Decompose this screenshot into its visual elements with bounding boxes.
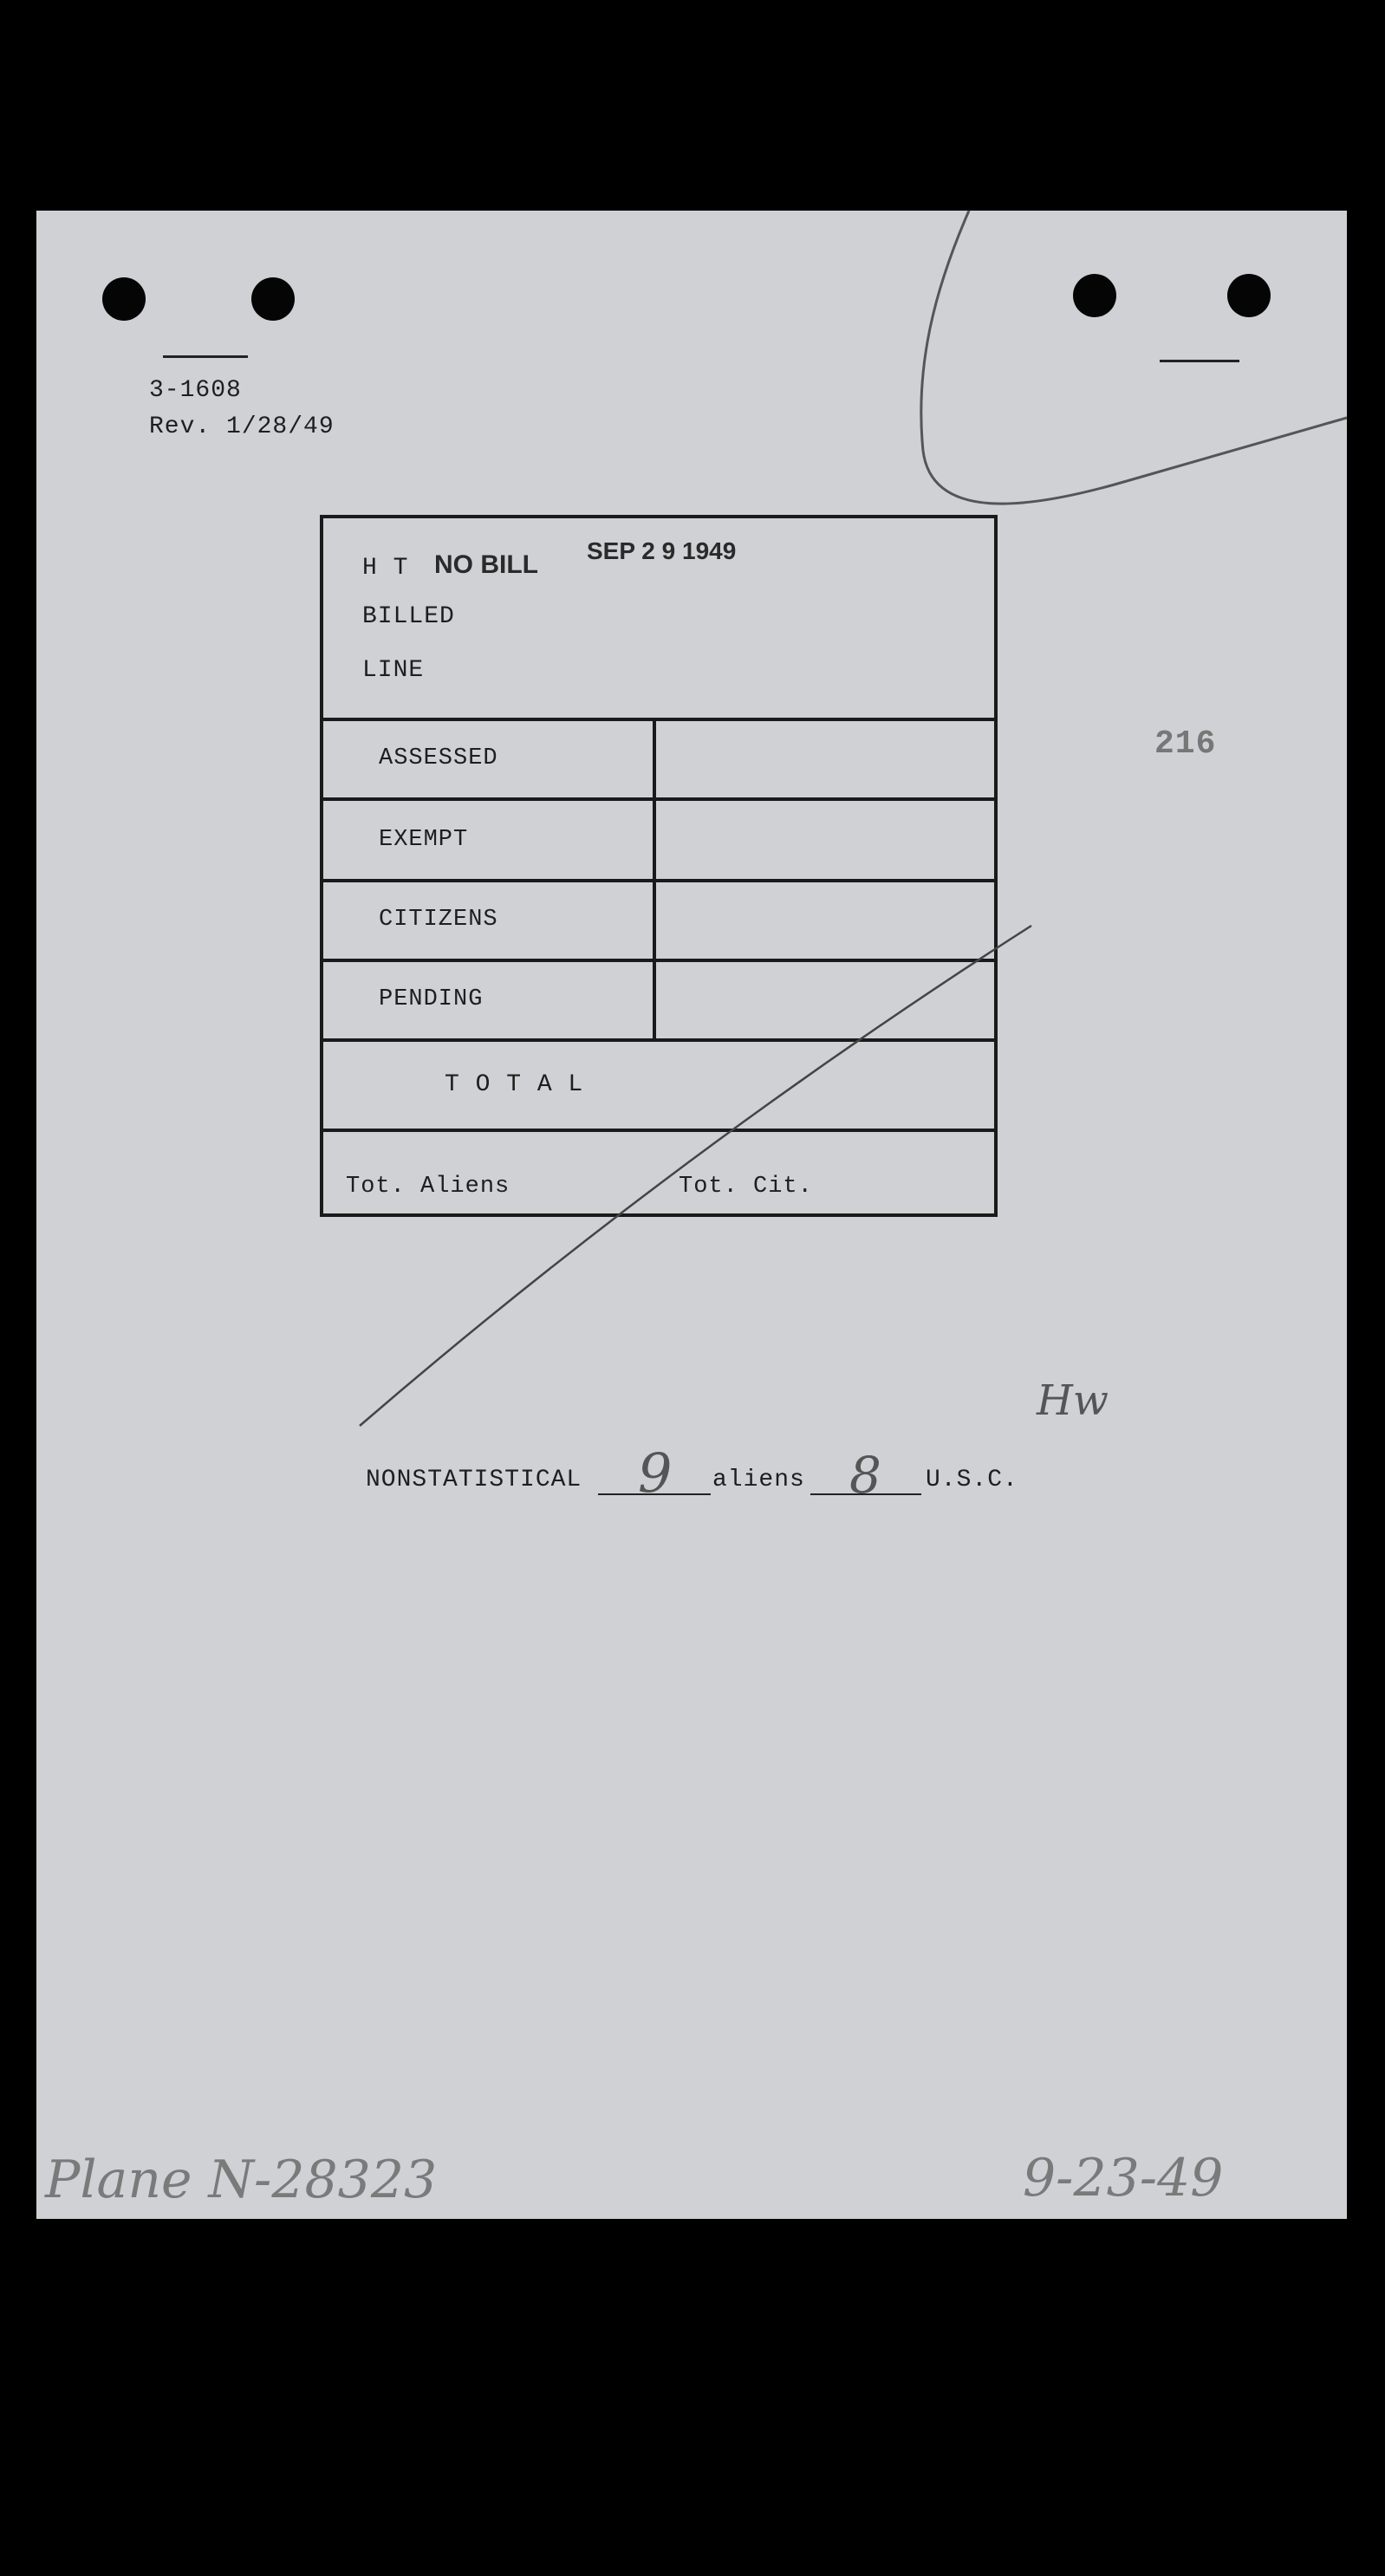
usc-label: U.S.C.	[926, 1467, 1018, 1493]
no-bill-stamp: NO BILL	[434, 550, 538, 579]
billed-label: BILLED	[362, 603, 455, 630]
line-label: LINE	[362, 657, 425, 684]
date-note: 9-23-49	[1023, 2148, 1224, 2208]
total-label: T O T A L	[445, 1071, 584, 1098]
nonstatistical-label: NONSTATISTICAL	[366, 1467, 582, 1493]
citizens-label: CITIZENS	[379, 907, 498, 933]
tot-aliens-label: Tot. Aliens	[346, 1174, 510, 1200]
plane-number-note: Plane N-28323	[45, 2150, 438, 2210]
aliens-label: aliens	[712, 1467, 805, 1493]
form-revision: Rev. 1/28/49	[149, 413, 335, 440]
pending-label: PENDING	[379, 986, 484, 1012]
aliens-count: 9	[638, 1441, 673, 1505]
header-prefix: H T	[362, 555, 409, 582]
form-number: 3-1608	[149, 377, 242, 404]
date-stamp: SEP 2 9 1949	[587, 537, 737, 564]
initials-signature: Hw	[1037, 1376, 1109, 1425]
usc-count: 8	[849, 1446, 881, 1505]
assessed-label: ASSESSED	[379, 745, 498, 771]
tot-cit-label: Tot. Cit.	[679, 1174, 813, 1200]
page-number: 216	[1154, 725, 1217, 763]
exempt-label: EXEMPT	[379, 827, 469, 853]
